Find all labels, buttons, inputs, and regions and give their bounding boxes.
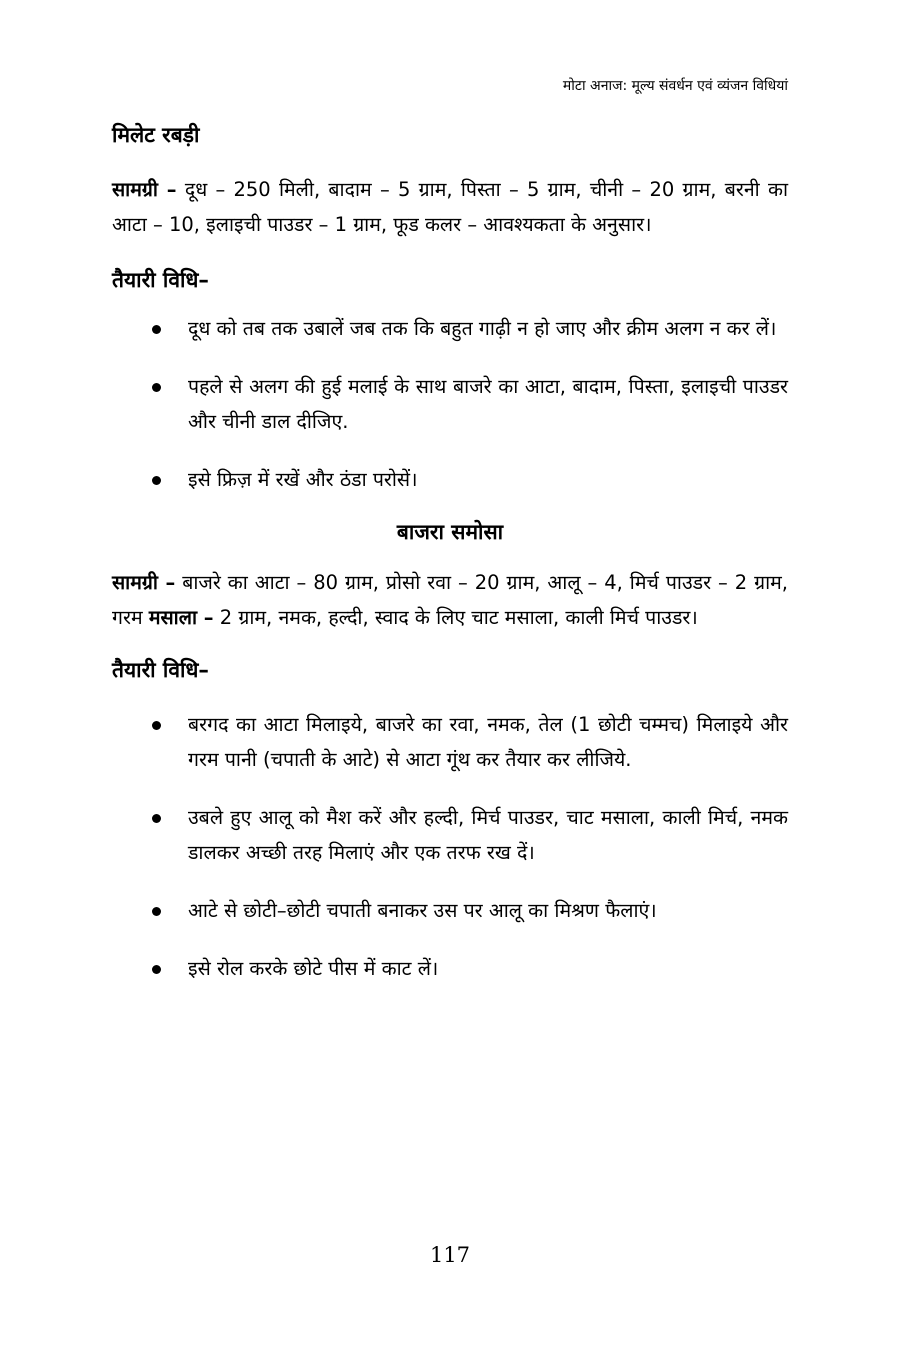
ingredients-text: दूध – 250 मिली, बादाम – 5 ग्राम, पिस्ता – 5 ग्राम, चीनी – 20 ग्राम, बरनी का आटा – 10, इलाइची पाउडर – 1 ग्राम, फूड कलर – आवश्यकता के अनुसार।	[112, 178, 788, 236]
bullet-icon	[152, 721, 161, 730]
bullet-icon	[152, 965, 161, 974]
list-item	[112, 369, 788, 439]
step-text: पहले से अलग की हुई मलाई के साथ बाजरे का आटा, बादाम, पिस्ता, इलाइची पाउडर और चीनी डाल दीजिए.	[188, 375, 788, 433]
list-item	[112, 800, 788, 870]
ingredients-paragraph-samosa	[112, 565, 788, 635]
step-text: दूध को तब तक उबालें जब तक कि बहुत गाढ़ी न हो जाए और क्रीम अलग न कर लें।	[188, 317, 777, 340]
ingredients-bold-text: मसाला –	[148, 606, 214, 629]
step-text: उबले हुए आलू को मैश करें और हल्दी, मिर्च पाउडर, चाट मसाला, काली मिर्च, नमक डालकर अच्छी तरह मिलाएं और एक तरफ रख दें।	[188, 806, 788, 864]
step-text: इसे रोल करके छोटे पीस में काट लें।	[188, 957, 439, 980]
page-number: 117	[429, 1243, 471, 1267]
ingredients-paragraph-rabdi	[112, 172, 788, 242]
ingredients-label: सामग्री –	[112, 571, 176, 594]
ingredients-text: 2 ग्राम, नमक, हल्दी, स्वाद के लिए चाट मसाला, काली मिर्च पाउडर।	[213, 606, 698, 629]
bullet-icon	[152, 814, 161, 823]
bullet-icon	[152, 383, 161, 392]
list-item	[112, 462, 788, 497]
recipe-title-bajra-samosa: बाजरा समोसा	[396, 520, 504, 544]
ingredients-label: सामग्री –	[112, 178, 177, 201]
method-heading-rabdi: तैयारी विधि–	[112, 268, 209, 292]
running-header: मोटा अनाज: मूल्य संवर्धन एवं व्यंजन विधियां	[562, 78, 788, 94]
list-item	[112, 893, 788, 928]
step-text: बरगद का आटा मिलाइये, बाजरे का रवा, नमक, तेल (1 छोटी चम्मच) मिलाइये और गरम पानी (चपाती के आटे) से आटा गूंथ कर तैयार कर लीजिये.	[188, 713, 788, 771]
recipe-title-millet-rabdi: मिलेट रबड़ी	[112, 123, 200, 147]
ingredients-text: बाजरे का आटा – 80 ग्राम, प्रोसो रवा – 20 ग्राम, आलू – 4, मिर्च पाउडर – 2 ग्राम, गरम	[112, 571, 789, 629]
step-text: इसे फ्रिज़ में रखें और ठंडा परोसें।	[188, 468, 418, 491]
method-heading-samosa: तैयारी विधि–	[112, 658, 209, 682]
bullet-icon	[152, 907, 161, 916]
bullet-icon	[152, 325, 161, 334]
step-text: आटे से छोटी–छोटी चपाती बनाकर उस पर आलू का मिश्रण फैलाएं।	[188, 899, 657, 922]
list-item	[112, 707, 788, 777]
steps-list-rabdi	[112, 311, 788, 497]
page-content	[112, 118, 788, 986]
bullet-icon	[152, 476, 161, 485]
list-item	[112, 311, 788, 346]
list-item	[112, 951, 788, 986]
steps-list-samosa	[112, 707, 788, 986]
